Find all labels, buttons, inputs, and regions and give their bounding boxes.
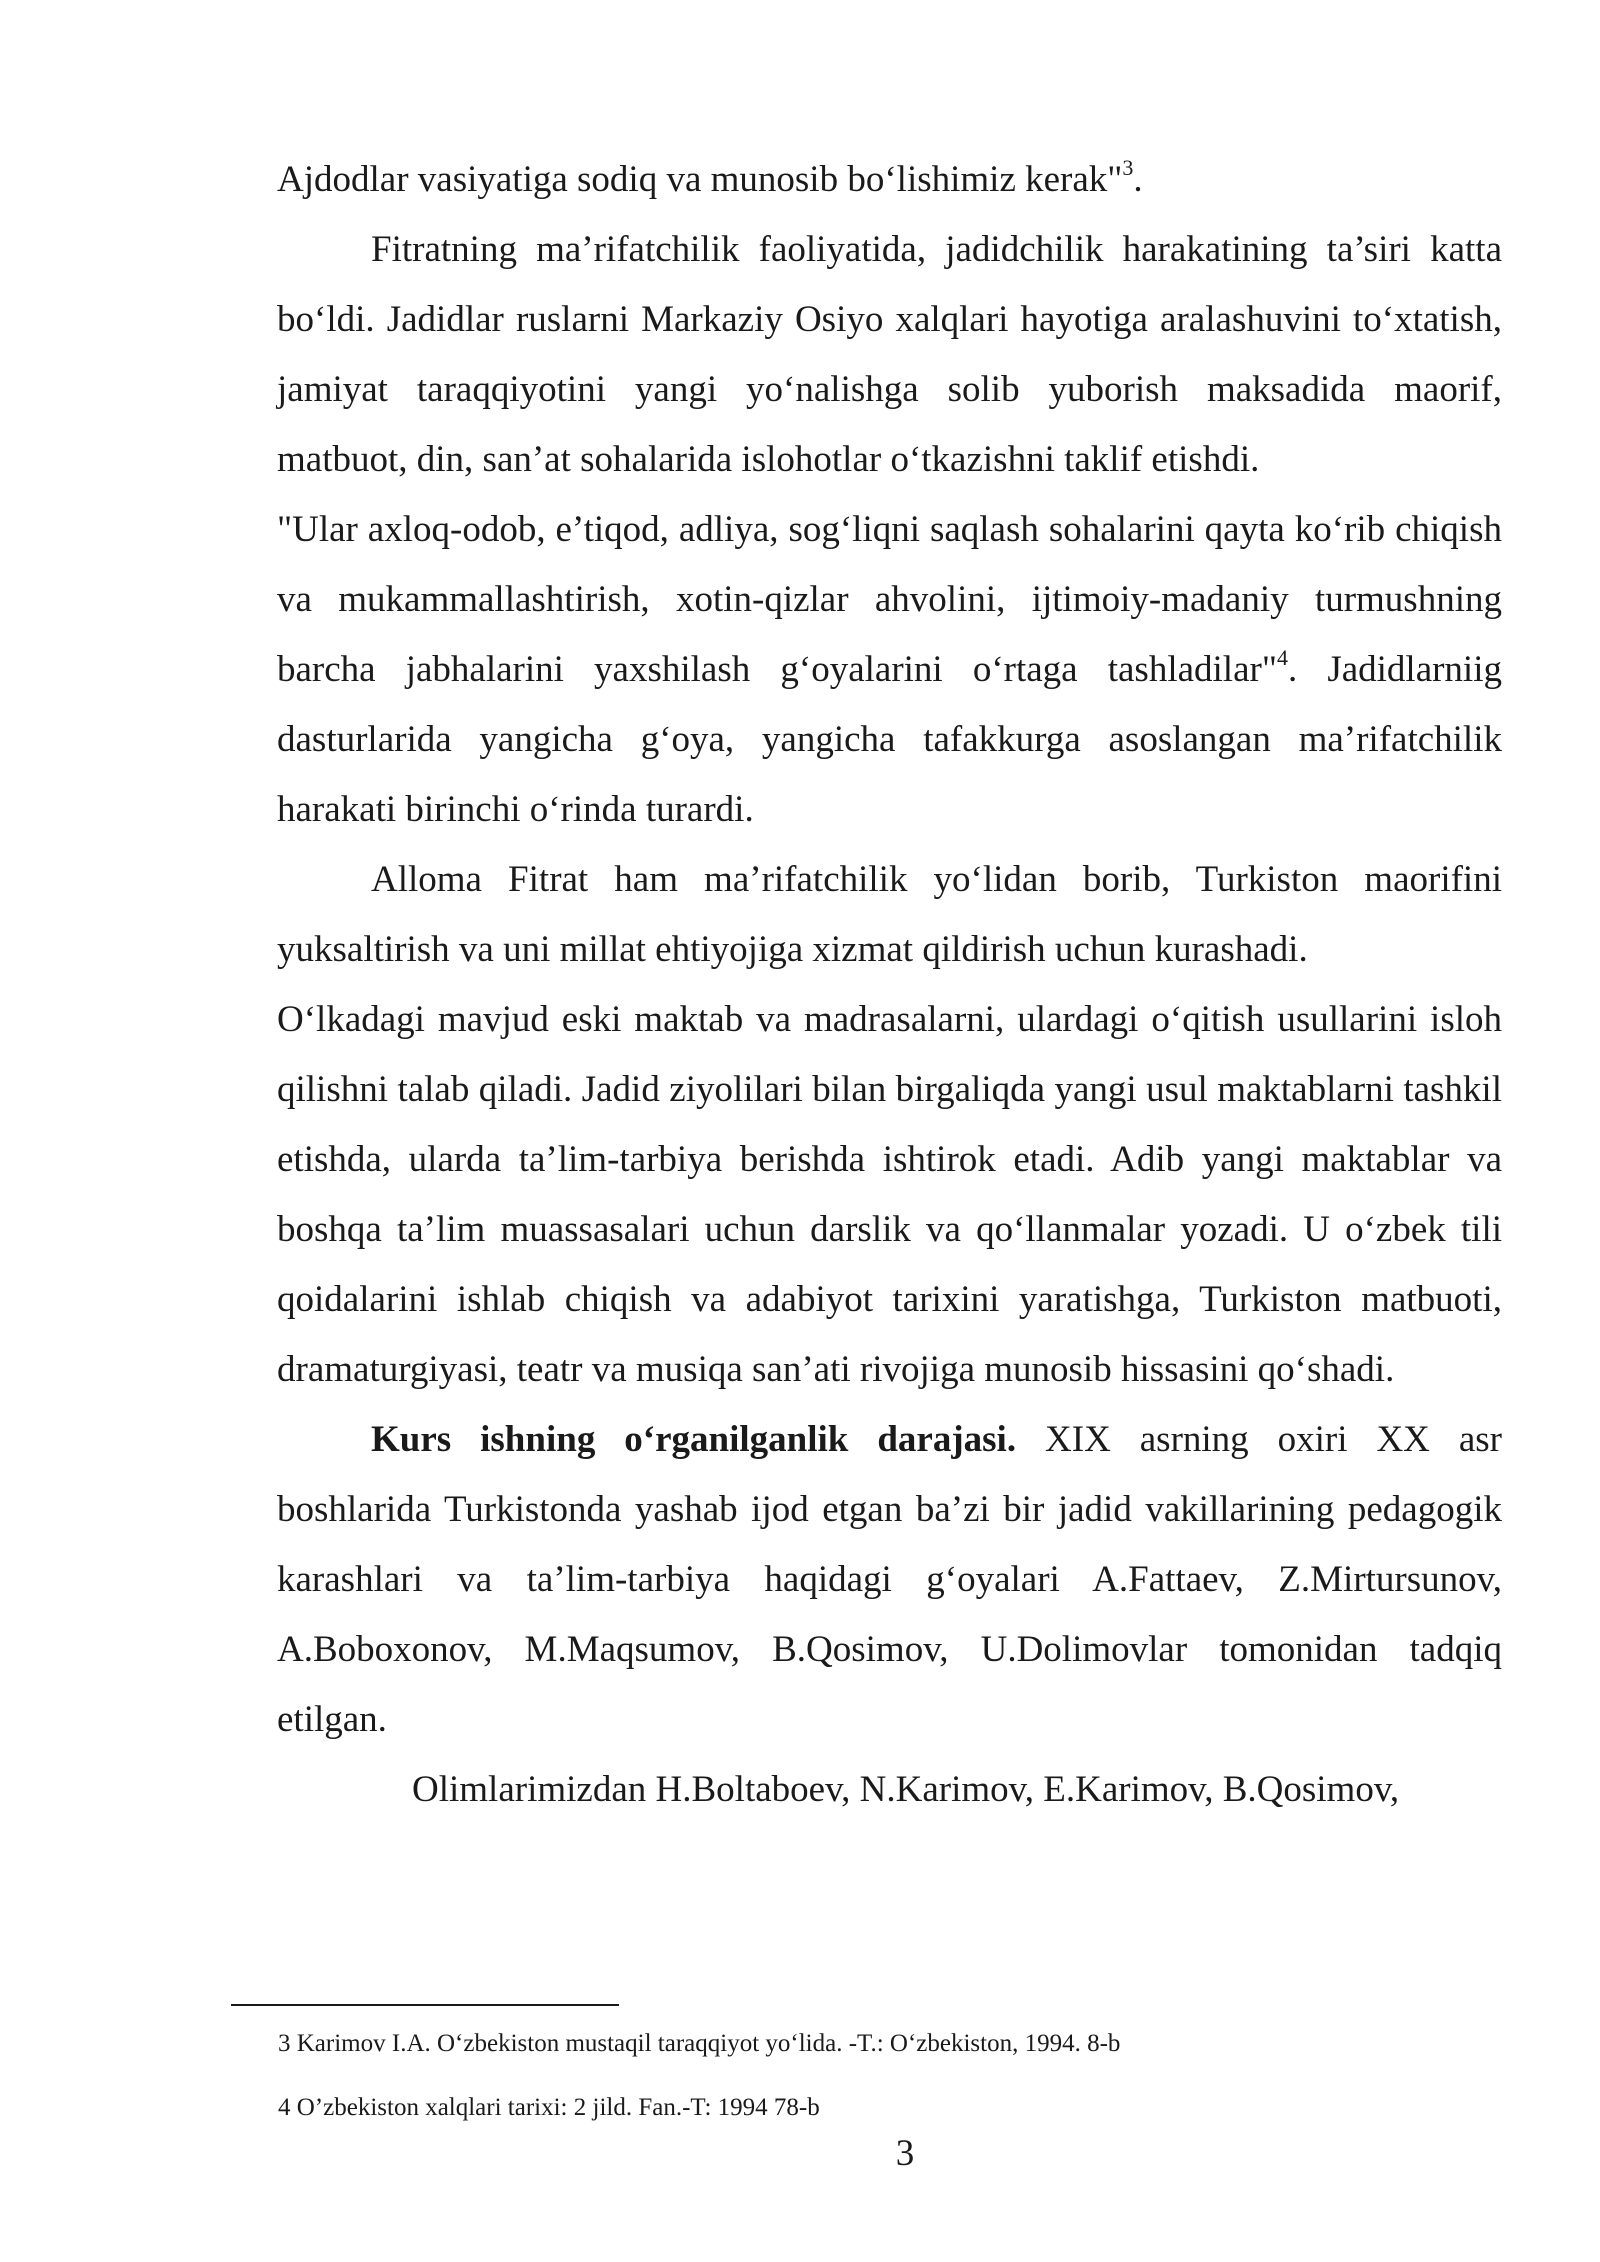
paragraph-6-text: XIX asrning oxiri XX asr boshlarida Turkistonda yashab ijod etgan ba’zi bir jadid vakillarining pedagogik karashlari va ta’lim-tarbiya haqidagi g‘oyalari A.Fattaev, Z.Mirtursunov, A.Boboxonov, M.Maqsumov, B.Qosimov, U.Dolimovlar tomonidan tadqiq etilgan. <box>277 1419 1502 1740</box>
quote-text: "Ular axloq-odob, e’tiqod, adliya, sog‘liqni saqlash sohalarini qayta ko‘rib chiqish va mukammallashtirish, xotin-qizlar ahvolini, ijtimoiy-madaniy turmushning barcha jabhalarini yaxshilash g‘oyalarini o‘rtaga tashladilar" <box>277 509 1502 690</box>
body-text <box>277 145 1502 1825</box>
paragraph-5: O‘lkadagi mavjud eski maktab va madrasalarni, ulardagi o‘qitish usullarini isloh qilishni talab qiladi. Jadid ziyolilari bilan birgaliqda yangi usul maktablarni tashkil etishda, ularda ta’lim-tarbiya berishda ishtirok etadi. Adib yangi maktablar va boshqa ta’lim muassasalari uchun darslik va qo‘llanmalar yozadi. U o‘zbek tili qoidalarini ishlab chiqish va adabiyot tarixini yaratishga, Turkiston matbuoti, dramaturgiyasi, teatr va musiqa san’ati rivojiga munosib hissasini qo‘shadi. <box>277 999 1502 1390</box>
paragraph-3-tail: . Jadidlarniig dasturlarida yangicha g‘oya, yangicha tafakkurga asoslangan ma’rifatchilik harakati birinchi o‘rinda turardi. <box>277 649 1502 830</box>
footnote-ref-3[interactable]: 3 <box>1122 154 1134 180</box>
footnote-4: 4 O’zbekiston xalqlari tarixi: 2 jild. Fan.-T: 1994 78-b <box>278 2094 820 2121</box>
paragraph-2: Fitratning ma’rifatchilik faoliyatida, jadidchilik harakatining ta’siri katta bo‘ldi. Jadidlar ruslarni Markaziy Osiyo xalqlari hayotiga aralashuvini to‘xtatish, jamiyat taraqqiyotini yangi yo‘nalishga solib yuborish maksadida maorif, matbuot, din, san’at sohalarida islohotlar o‘tkazishni taklif etishdi. <box>277 229 1502 480</box>
paragraph-1 <box>277 145 1502 215</box>
page-number: 3 <box>895 2133 915 2174</box>
paragraph-1-text: Ajdodlar vasiyatiga sodiq va munosib bo‘lishimiz kerak" <box>277 159 1123 200</box>
paragraph-1-tail: . <box>1133 159 1143 200</box>
paragraph-4: Alloma Fitrat ham ma’rifatchilik yo‘lidan borib, Turkiston maorifini yuksaltirish va uni millat ehtiyojiga xizmat qildirish uchun kurashadi. <box>277 859 1502 970</box>
footnote-separator <box>231 2004 619 2006</box>
section-heading: Kurs ishning o‘rganilganlik darajasi. <box>371 1419 1017 1460</box>
footnote-3: 3 Karimov I.A. O‘zbekiston mustaqil taraqqiyot yo‘lida. -T.: O‘zbekiston, 1994. 8-b <box>278 2030 1121 2057</box>
paragraph-6 <box>277 1405 1502 1755</box>
paragraph-7: Olimlarimizdan H.Boltaboev, N.Karimov, E.Karimov, B.Qosimov, <box>412 1769 1400 1810</box>
footnote-ref-4[interactable]: 4 <box>1276 644 1288 670</box>
paragraph-3 <box>277 495 1502 845</box>
